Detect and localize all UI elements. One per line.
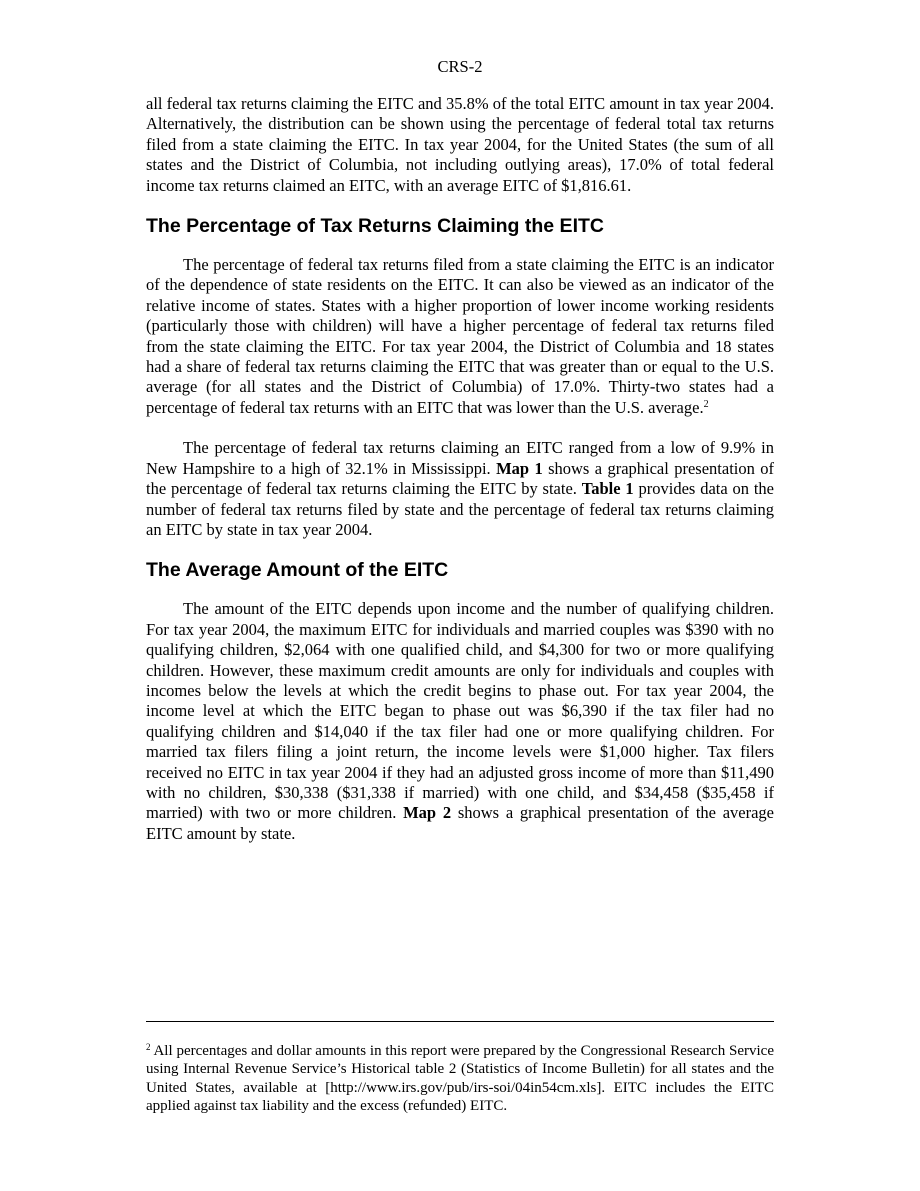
percentage-paragraph-1-text: The percentage of federal tax returns filed from a state claiming the EITC is an indicator of the dependence of state residents on the EITC. It can also be viewed as an indicator of the relative income of states. States with a higher proportion of lower income working residents (particularly those with children) will have a higher percentage of federal tax returns filed from the state claiming the EITC. For tax year 2004, the District of Columbia and 18 states had a share of federal tax returns claiming the EITC that was greater than or equal to the U.S. average (for all states and the District of Columbia) of 17.0%. Thirty-two states had a percentage of federal tax returns with an EITC that was lower than the U.S. average. [146,255,774,417]
percentage-paragraph-2-text-a: The percentage of federal tax returns claiming an EITC ranged from a low of 9.9% in New Hampshire to a high of 32.1% in Mississippi. [146,438,774,478]
map-1-reference: Map 1 [496,458,543,478]
average-paragraph-text-b: shows a graphical presentation of the average EITC amount by state. [146,803,775,843]
percentage-paragraph-2-text-b: shows a graphical presentation of the percentage of federal tax returns claiming the EITC by state. [146,458,774,499]
percentage-paragraph-1 [146,255,774,418]
page-number: CRS-2 [437,57,483,76]
map-2-reference: Map 2 [403,803,452,823]
section-heading-percentage: The Percentage of Tax Returns Claiming the EITC [146,215,604,238]
footnote-text [146,1042,774,1116]
footnote [146,1042,774,1116]
main-text [146,94,774,844]
average-paragraph-text-a: The amount of the EITC depends upon income and the number of qualifying children. For tax year 2004, the maximum EITC for individuals and married couples was $390 with no qualifying children, $2,064 with one qualified child, and $4,300 for two or more qualifying children. However, these maximum credit amounts are only for individuals and couples with incomes below the levels at which the credit begins to phase out. For tax year 2004, the income level at which the EITC began to phase out was $6,390 if the tax filer had no qualifying children and $14,040 if the tax filer had one or more qualifying children. For married tax filers filing a joint return, the income levels were $1,000 higher. Tax filers received no EITC in tax year 2004 if they had an adjusted gross income of more than $11,490 with no children, $30,338 ($31,338 if married) with one child, and $34,458 ($35,458 if married) with two or more children. [146,599,774,823]
footnote-number: 2 [146,1042,151,1052]
intro-paragraph: all federal tax returns claiming the EITC and 35.8% of the total EITC amount in tax year 2004. Alternatively, the distribution can be shown using the percentage of federal total tax returns filed from a state claiming the EITC. In tax year 2004, for the United States (the sum of all states and the District of Columbia, not including outlying areas), 17.0% of total federal income tax returns claimed an EITC, with an average EITC of $1,816.61. [146,94,774,195]
footnote-reference: 2 [703,398,709,410]
percentage-paragraph-2-text-c: provides data on the number of federal tax returns filed by state and the percentage of federal tax returns claiming an EITC by state in tax year 2004. [146,479,775,539]
percentage-paragraph-2 [146,438,774,540]
section-heading-average: The Average Amount of the EITC [146,559,449,582]
average-paragraph [146,599,774,844]
table-1-reference: Table 1 [581,479,634,499]
footnote-body: All percentages and dollar amounts in this report were prepared by the Congressional Research Service using Internal Revenue Service’s Historical table 2 (Statistics of Income Bulletin) for all states and the United States, available at [http://www.irs.gov/pub/irs-soi/04in54cm.xls]. EITC includes the EITC applied against tax liability and the excess (refunded) EITC. [146,1043,774,1115]
footnote-divider [146,1021,774,1022]
